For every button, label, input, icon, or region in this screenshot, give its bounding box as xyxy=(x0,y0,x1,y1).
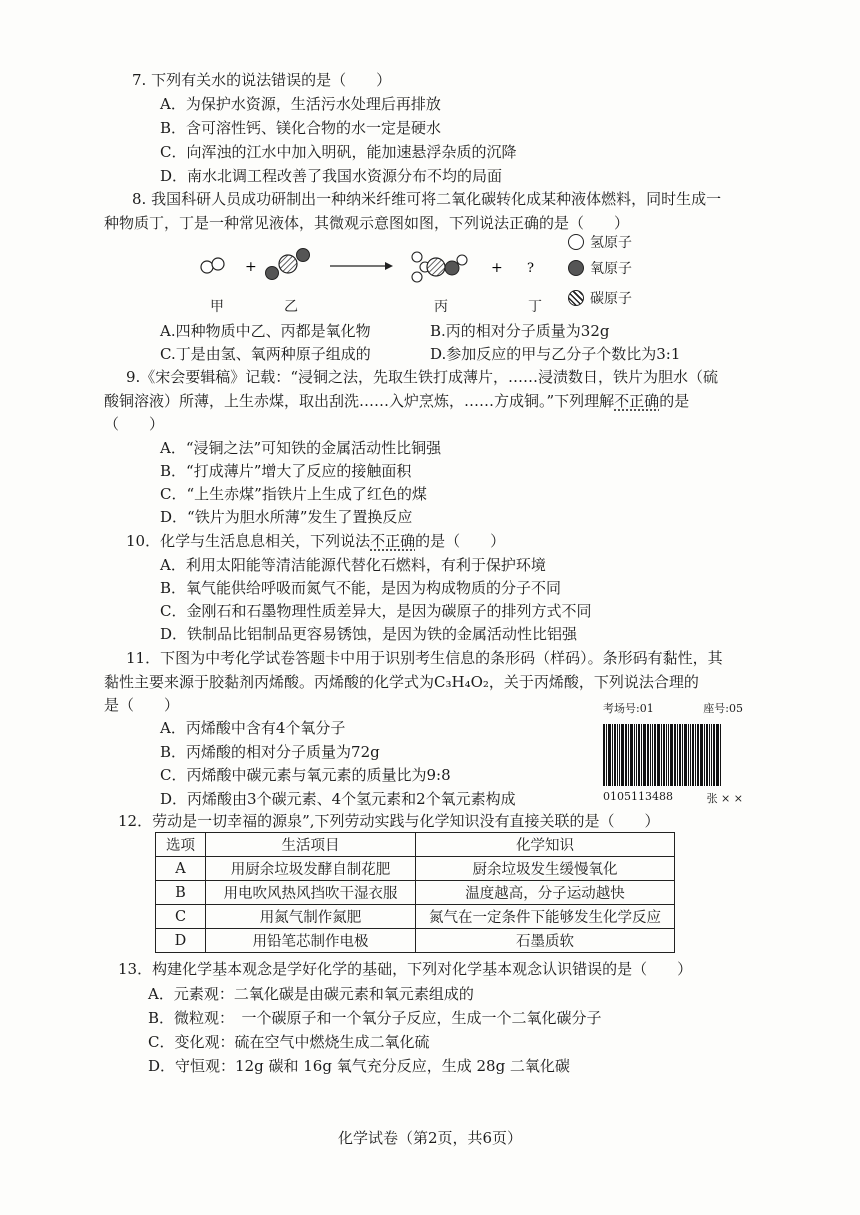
question-11-option-b: B．丙烯酸的相对分子质量为72g xyxy=(160,743,380,761)
question-9-option-b: B．“打成薄片”增大了反应的接触面积 xyxy=(160,462,412,480)
table-row xyxy=(156,929,675,953)
label-ding: 丁 xyxy=(528,299,542,315)
barcode-name: 张 × × xyxy=(706,792,743,805)
barcode-number: 0105113488 xyxy=(603,790,673,803)
table-cell: 用电吹风热风挡吹干湿衣服 xyxy=(206,881,416,905)
table-row xyxy=(156,881,675,905)
question-9-stem-line2 xyxy=(104,391,689,411)
oxygen-atom-icon xyxy=(568,260,584,276)
question-13-stem: 13．构建化学基本观念是学好化学的基础，下列对化学基本观念认识错误的是（ ） xyxy=(118,960,693,978)
question-8-option-c: C.丁是由氢、氧两种原子组成的 xyxy=(160,345,371,363)
table-cell: 温度越高，分子运动越快 xyxy=(416,881,675,905)
question-9-option-c: C．“上生赤煤”指铁片上生成了红色的煤 xyxy=(160,485,427,503)
table-cell: B xyxy=(156,881,206,905)
reaction-arrow-icon xyxy=(330,262,393,270)
question-7-option-a: A．为保护水资源，生活污水处理后再排放 xyxy=(160,95,441,113)
question-12-stem: 12．劳动是一切幸福的源泉”,下列劳动实践与化学知识没有直接关联的是（ ） xyxy=(118,812,660,830)
barcode-room-number: 考场号:01 xyxy=(603,702,654,715)
table-cell: A xyxy=(156,857,206,881)
question-11-option-c: C．丙烯酸中碳元素与氧元素的质量比为9:8 xyxy=(160,766,451,784)
question-8-option-a: A.四种物质中乙、丙都是氧化物 xyxy=(160,322,371,340)
question-13-option-b: B．微粒观： 一个碳原子和一个氧分子反应，生成一个二氧化碳分子 xyxy=(148,1009,602,1027)
molecule-jia-icon xyxy=(201,258,224,273)
label-jia: 甲 xyxy=(210,299,224,315)
question-10-stem-end: 的是（ ） xyxy=(415,532,506,550)
label-yi: 乙 xyxy=(284,299,298,315)
question-13-option-c: C．变化观：硫在空气中燃烧生成二氧化硫 xyxy=(148,1033,430,1051)
molecule-reaction-diagram xyxy=(195,240,565,300)
question-9-option-a: A．“浸铜之法”可知铁的金属活动性比铜强 xyxy=(160,439,442,457)
legend-oxygen xyxy=(568,258,632,278)
table-header-cell: 选项 xyxy=(156,833,206,857)
question-9-stem-line1: 9.《宋会要辑稿》记载：“浸铜之法，先取生铁打成薄片，……浸渍数日，铁片为胆水（硫 xyxy=(126,368,718,386)
table-header-row xyxy=(156,833,675,857)
table-row xyxy=(156,905,675,929)
unknown-molecule-mark: ? xyxy=(527,261,534,276)
plus-sign-2: + xyxy=(491,260,503,276)
molecule-yi-icon xyxy=(266,249,310,280)
legend-carbon xyxy=(568,288,632,308)
question-10-stem xyxy=(126,531,505,551)
plus-sign-1: + xyxy=(245,259,257,275)
question-7-option-c: C．向浑浊的江水中加入明矾，能加速悬浮杂质的沉降 xyxy=(160,143,517,161)
table-header-cell: 生活项目 xyxy=(206,833,416,857)
question-10-option-c: C．金刚石和石墨物理性质差异大，是因为碳原子的排列方式不同 xyxy=(160,602,592,620)
question-7-option-d: D．南水北调工程改善了我国水资源分布不均的局面 xyxy=(160,167,503,185)
question-8-option-b: B.丙的相对分子质量为32g xyxy=(430,322,610,340)
question-11-option-a: A．丙烯酸中含有4个氧分子 xyxy=(160,719,346,737)
legend-hydrogen-label: 氢原子 xyxy=(590,235,632,251)
legend-carbon-label: 碳原子 xyxy=(590,291,632,307)
table-cell: 氮气在一定条件下能够发生化学反应 xyxy=(416,905,675,929)
barcode-bars-icon xyxy=(603,724,743,786)
question-10-option-a: A．利用太阳能等清洁能源代替化石燃料，有利于保护环境 xyxy=(160,556,546,574)
legend-hydrogen xyxy=(568,232,632,252)
legend-oxygen-label: 氧原子 xyxy=(590,261,632,277)
question-10-emphasis: 不正确 xyxy=(370,532,416,550)
question-9-stem-line3: （ ） xyxy=(104,415,165,433)
table-cell: 用厨余垃圾发酵自制花肥 xyxy=(206,857,416,881)
sample-barcode xyxy=(603,700,743,806)
question-12-table xyxy=(155,832,675,953)
question-11-stem-line2: 黏性主要来源于胶黏剂丙烯酸。丙烯酸的化学式为C₃H₄O₂，关于丙烯酸，下列说法合理的 xyxy=(104,673,699,691)
question-11-stem-line1: 11．下图为中考化学试卷答题卡中用于识别考生信息的条形码（样码）。条形码有黏性，其 xyxy=(126,649,723,667)
question-9-option-d: D．“铁片为胆水所薄”发生了置换反应 xyxy=(160,508,413,526)
question-8-option-d: D.参加反应的甲与乙分子个数比为3:1 xyxy=(430,345,681,363)
question-8-stem-line1: 8. 我国科研人员成功研制出一种纳米纤维可将二氧化碳转化成某种液体燃料，同时生成一 xyxy=(132,190,722,208)
table-cell: C xyxy=(156,905,206,929)
page-footer: 化学试卷（第2页，共6页） xyxy=(337,1129,523,1147)
question-13-option-a: A．元素观：二氧化碳是由碳元素和氧元素组成的 xyxy=(148,985,474,1003)
question-9-stem-end: 的是 xyxy=(659,392,690,410)
hydrogen-atom-icon xyxy=(568,234,584,250)
table-cell: 石墨质软 xyxy=(416,929,675,953)
question-11-stem-line3: 是（ ） xyxy=(104,696,180,714)
table-cell: D xyxy=(156,929,206,953)
question-10-option-d: D．铁制品比铝制品更容易锈蚀，是因为铁的金属活动性比铝强 xyxy=(160,625,578,643)
question-13-option-d: D．守恒观：12g 碳和 16g 氧气充分反应，生成 28g 二氧化碳 xyxy=(148,1057,570,1075)
table-cell: 用氮气制作氮肥 xyxy=(206,905,416,929)
question-7-stem: 7. 下列有关水的说法错误的是（ ） xyxy=(132,71,392,89)
question-7-option-b: B．含可溶性钙、镁化合物的水一定是硬水 xyxy=(160,119,442,137)
question-8-stem-line2: 种物质丁，丁是一种常见液体，其微观示意图如图，下列说法正确的是（ ） xyxy=(104,214,630,232)
question-10-stem-text: 10．化学与生活息息相关，下列说法 xyxy=(126,532,371,550)
table-cell: 用铅笔芯制作电极 xyxy=(206,929,416,953)
table-row xyxy=(156,857,675,881)
question-11-option-d: D．丙烯酸由3个碳元素、4个氢元素和2个氧元素构成 xyxy=(160,790,516,808)
question-9-stem-text: 酸铜溶液）所薄，上生赤煤，取出刮洗……入炉烹炼，……方成铜。”下列理解 xyxy=(104,392,615,410)
barcode-seat-number: 座号:05 xyxy=(703,702,743,715)
question-10-option-b: B．氧气能供给呼吸而氮气不能，是因为构成物质的分子不同 xyxy=(160,579,562,597)
carbon-atom-icon xyxy=(568,290,584,306)
table-cell: 厨余垃圾发生缓慢氧化 xyxy=(416,857,675,881)
molecule-bing-icon xyxy=(412,252,467,282)
question-9-emphasis: 不正确 xyxy=(614,392,660,410)
table-header-cell: 化学知识 xyxy=(416,833,675,857)
label-bing: 丙 xyxy=(434,299,448,315)
